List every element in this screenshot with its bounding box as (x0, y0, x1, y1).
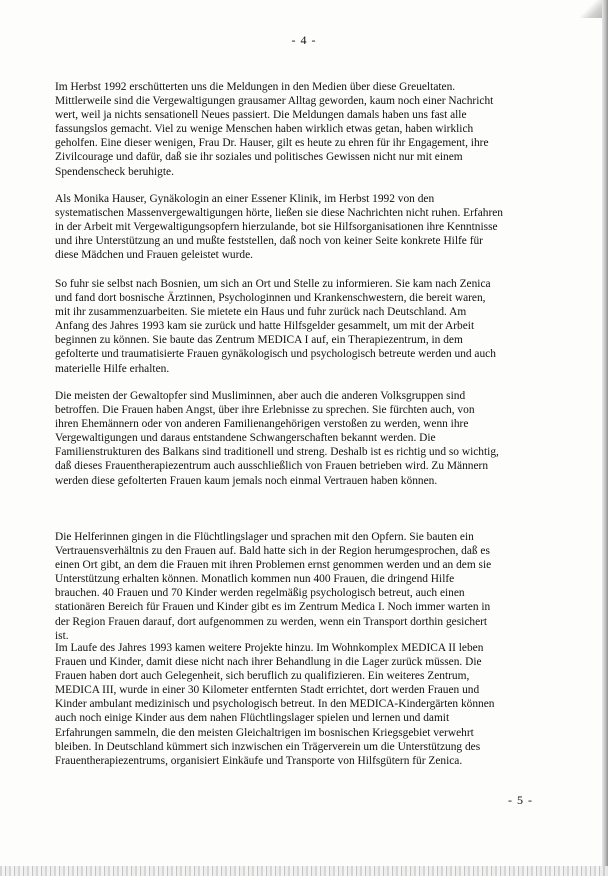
paragraph-1 (55, 80, 555, 179)
scan-edge-right (602, 0, 608, 876)
text-line: einen Ort gibt, an dem die Frauen mit ihren Problemen ernst genommen werden und an dem sie (55, 559, 492, 572)
text-line: So fuhr sie selbst nach Bosnien, um sich an Ort und Stelle zu informieren. Sie kam nach Zenica (55, 278, 491, 290)
text-line: gefolterte und traumatisierte Frauen gynäkologisch und psychologisch betreute werden und auch (55, 348, 496, 361)
text-line: Anfang des Jahres 1993 kam sie zurück und hatte Hilfsgelder gesammelt, um mit der Arbeit (55, 320, 475, 333)
text-line: geholfen. Eine dieser wenigen, Frau Dr. Hauser, gilt es heute zu ehren für ihr Engagement, ihre (55, 137, 489, 150)
text-line: Die meisten der Gewaltopfer sind Musliminnen, aber auch die anderen Volksgruppen sind (55, 390, 466, 402)
text-line: auch noch einige Kinder aus dem nahen Flüchtlingslager spielen und lernen und damit (55, 712, 450, 725)
text-line: Vertrauensverhältnis zu den Frauen auf. Bald hatte sich in der Region herumgesprochen, daß es (55, 545, 490, 558)
text-line: Im Laufe des Jahres 1993 kamen weitere Projekte hinzu. Im Wohnkomplex MEDICA II leben (55, 642, 484, 654)
text-line: mit ihr zusammenzuarbeiten. Sie mietete ein Haus und fuhr zurück nach Deutschland. Am (55, 306, 467, 319)
text-line: materielle Hilfe erhalten. (55, 362, 170, 375)
text-line: ist. (55, 629, 69, 642)
text-line: ihren Ehemännern oder von anderen Familienangehörigen verstoßen zu werden, wenn ihre (55, 418, 469, 431)
text-line: Frauen und Kinder, damit diese nicht nach ihrer Behandlung in die Lager zurück müssen. Die (55, 656, 482, 669)
paragraph-3 (55, 277, 555, 376)
text-line: und ihre Unterstützung an und mußte feststellen, daß noch von keiner Seite konkrete Hilfe für (55, 235, 483, 248)
paragraph-6 (55, 641, 555, 768)
text-line: in der Arbeit mit Vergewaltigungsopfern hierzulande, bot sie Hilfsorganisationen ihre Kenntnisse (55, 221, 498, 234)
text-line: betroffen. Die Frauen haben Angst, über ihre Erlebnisse zu sprechen. Sie fürchten auch, von (55, 404, 475, 417)
text-line: Im Herbst 1992 erschütterten uns die Meldungen in den Medien über diese Greueltaten. (55, 81, 456, 93)
text-line: Mittlerweile sind die Vergewaltigungen grausamer Alltag geworden, kaum noch einer Nachricht (55, 95, 494, 108)
text-line: systematischen Massenvergewaltigungen hörte, ließen sie diese Nachrichten nicht ruhen. Erfahren (55, 207, 503, 220)
text-line: Zivilcourage und dafür, daß sie ihr soziales und politisches Gewissen nicht nur mit einem (55, 151, 463, 164)
scan-corner-mark (580, 0, 602, 18)
text-line: beginnen zu können. Sie baute das Zentrum MEDICA I auf, ein Therapiezentrum, in dem (55, 334, 463, 347)
paragraph-4 (55, 389, 555, 488)
text-line: und fand dort bosnische Ärztinnen, Psychologinnen und Krankenschwestern, die bereit waren, (55, 292, 486, 305)
text-line: fassungslos gemacht. Viel zu wenige Menschen haben wirklich etwas getan, haben wirklich (55, 123, 474, 136)
text-line: Als Monika Hauser, Gynäkologin an einer Essener Klinik, im Herbst 1992 von den (55, 193, 435, 205)
text-line: MEDICA III, wurde in einer 30 Kilometer entfernten Stadt errichtet, dort werden Frauen und (55, 684, 480, 697)
page-number-top: - 4 - (291, 33, 317, 47)
text-line: Erfahrungen sammeln, die den meisten Gleichaltrigen im bosnischen Kriegsgebiet verwehrt (55, 726, 474, 739)
text-line: Frauen haben dort auch Gelegenheit, sich beruflich zu qualifizieren. Ein weiteres Zentrum, (55, 670, 470, 683)
text-line: Die Helferinnen gingen in die Flüchtlingslager und sprachen mit den Opfern. Sie bauten ein (55, 531, 474, 543)
text-line: Spendenscheck beruhigte. (55, 165, 174, 178)
page-number-bottom: - 5 - (508, 793, 533, 807)
text-line: werden diese gefolterten Frauen kaum jemals noch einmal Vertrauen haben können. (55, 474, 438, 487)
text-line: bleiben. In Deutschland kümmert sich inzwischen ein Trägerverein um die Unterstützung des (55, 740, 481, 753)
text-line: Unterstützung erhalten können. Monatlich kommen nun 400 Frauen, die dringend Hilfe (55, 573, 455, 586)
text-line: diese Mädchen und Frauen geleistet wurde. (55, 249, 254, 262)
scan-edge-bottom (0, 866, 608, 876)
paragraph-2 (55, 192, 555, 262)
text-line: Kinder ambulant medizinisch und psychologisch betreut. In den MEDICA-Kindergärten können (55, 698, 495, 711)
text-line: Vergewaltigungen und daraus entstandene Schwangerschaften bekannt werden. Die (55, 432, 436, 445)
text-line: brauchen. 40 Frauen und 70 Kinder werden regelmäßig psychologisch betreut, auch einen (55, 587, 465, 600)
text-line: wert, weil ja nichts sensationell Neues passiert. Die Meldungen damals haben uns fast alle (55, 109, 467, 122)
text-line: Frauentherapiezentrums, organisiert Einkäufe und Transporte von Hilfsgütern für Zenica. (55, 754, 463, 767)
text-line: daß dieses Frauentherapiezentrum auch ausschließlich von Frauen betrieben wird. Zu Männern (55, 460, 489, 473)
text-line: Familienstrukturen des Balkans sind traditionell und streng. Deshalb ist es richtig und so wichtig, (55, 446, 499, 459)
paragraph-5 (55, 530, 555, 643)
text-line: stationären Bereich für Frauen und Kinder gibt es im Zentrum Medica I. Noch immer warten in (55, 601, 491, 614)
text-line: der Region Frauen darauf, dort aufgenommen zu werden, wenn ein Transport dorthin gesichert (55, 615, 488, 628)
